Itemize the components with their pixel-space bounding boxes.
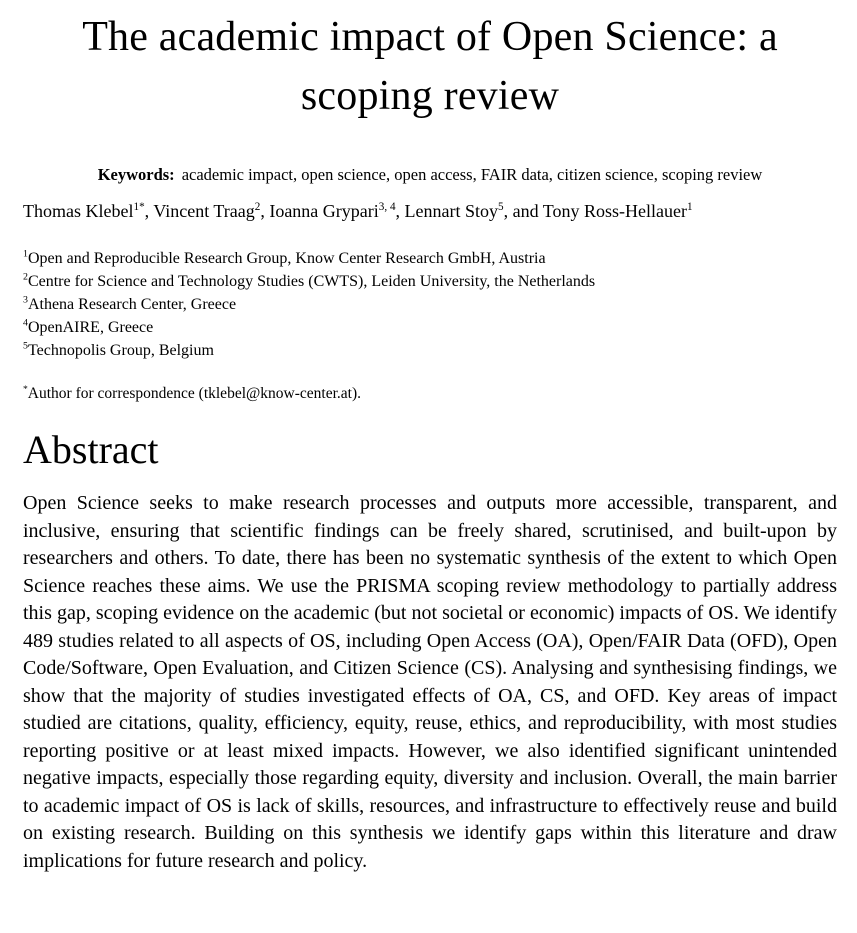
keywords-text: academic impact, open science, open access, FAIR data, citizen science, scoping review	[181, 165, 763, 184]
author-affiliation-superscript: 2	[254, 201, 261, 213]
correspondence-marker: *	[23, 383, 28, 395]
affiliation-list	[23, 247, 837, 362]
author-line: Thomas Klebel$^{1*}$, Vincent Traag$^2$, Ioanna Grypari$^{3, 4}$, Lennart Stoy$^5$, and Tony Ross-Hellauer$^1$	[23, 201, 693, 221]
affiliation-number: 3	[23, 294, 28, 306]
affiliation-item: $^2$Centre for Science and Technology Studies (CWTS), Leiden University, the Netherlands	[23, 271, 596, 290]
abstract-text: Open Science seeks to make research processes and outputs more accessible, transparent, and inclusive, ensuring that scientific findings can be freely shared, scrutinised, and built-upon by researchers and others. To date, there has been no systematic synthesis of the extent to which Open Science reaches these aims. We use the PRISMA scoping review methodology to partially address this gap, scoping evidence on the academic (but not societal or economic) impacts of OS. We identify 489 studies related to all aspects of OS, including Open Access (OA), Open/FAIR Data (OFD), Open Code/Software, Open Evaluation, and Citizen Science (CS). Analysing and synthesising findings, we show that the majority of studies investigated effects of OA, CS, and OFD. Key areas of impact studied are citations, quality, efficiency, equity, reuse, ethics, and reproducibility, with most studies reporting positive or at least mixed impacts. However, we also identified significant unintended negative impacts, especially those regarding equity, diversity and inclusion. Overall, the main barrier to academic impact of OS is lack of skills, resources, and infrastructure to effectively reuse and build on existing research. Building on this synthesis we identify gaps within this literature and draw implications for future research and policy.	[23, 492, 837, 872]
author-name: Tony Ross-Hellauer	[542, 201, 687, 221]
affiliation-number: 2	[23, 271, 28, 283]
affiliation-item: $^1$Open and Reproducible Research Group, Know Center Research GmbH, Austria	[23, 248, 546, 267]
paper-title	[23, 8, 837, 126]
author-affiliation-superscript: 3, 4	[378, 201, 396, 213]
author-name: Lennart Stoy	[404, 201, 498, 221]
paper-title-line-2: scoping review	[300, 73, 560, 119]
affiliation-number: 4	[23, 317, 28, 329]
correspondence-text: Author for correspondence (tklebel@know-center.at).	[27, 385, 361, 402]
author-name: Vincent Traag	[153, 201, 255, 221]
author-affiliation-superscript: 5	[498, 201, 504, 213]
author-name: Ioanna Grypari	[269, 201, 379, 221]
author-name: Thomas Klebel	[23, 201, 134, 221]
affiliation-item: $^4$OpenAIRE, Greece	[23, 317, 154, 336]
affiliation-item: $^3$Athena Research Center, Greece	[23, 294, 237, 313]
document-page	[0, 8, 857, 933]
author-affiliation-superscript: 1	[686, 201, 693, 213]
paper-title-line-1: The academic impact of Open Science: a	[82, 14, 778, 60]
keywords-label: Keywords:	[97, 165, 175, 184]
affiliation-item: $^5$Technopolis Group, Belgium	[23, 340, 214, 359]
correspondence-note	[23, 382, 837, 405]
affiliation-number: 1	[23, 248, 28, 260]
affiliation-number: 5	[23, 340, 28, 352]
author-affiliation-superscript: 1*	[133, 201, 145, 213]
abstract-heading: Abstract	[23, 427, 159, 472]
keywords-line	[80, 159, 780, 190]
